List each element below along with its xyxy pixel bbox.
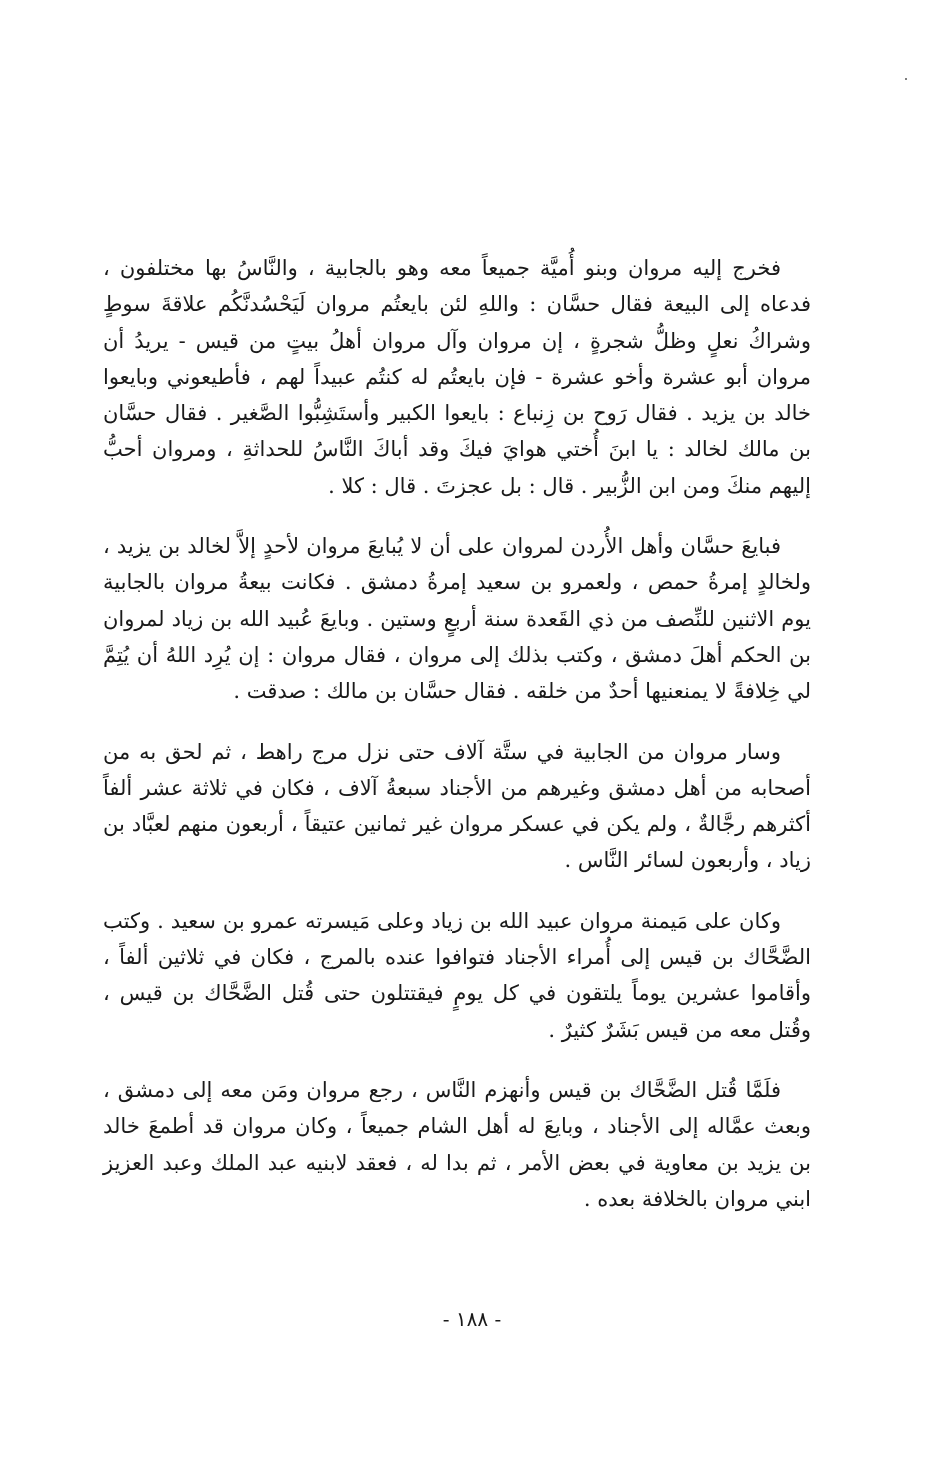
paragraph-2: فبايعَ حسَّان وأهل الأُردن لمروان على أن لا يُبايعَ مروان لأحدٍ إلاَّ لخالد بن يزيد ، ولخالدٍ إمرةُ حمص ، ولعمرو بن سعيد إمرةُ دمشق . فكانت بيعةُ مروان بالجابية يوم الاثنين للنِّصف من ذي القَعدة سنة أربعٍ وستين . وبايعَ عُبيد الله بن زياد لمروان بن الحكم أهلَ دمشق ، وكتب بذلك إلى مروان ، فقال مروان : إن يُرِد اللهُ أن يُتِمَّ لي خِلافةً لا يمنعنيها أحدٌ من خلقه . فقال حسَّان بن مالك : صدقت .	[103, 534, 811, 704]
paragraph-3: وسار مروان من الجابية في ستَّة آلاف حتى نزل مرج راهط ، ثم لحق به من أصحابه من أهل دمشق وغيرهم من الأجناد سبعةُ آلاف ، فكان في ثلاثة عشر ألفاً أكثرهم رجَّالةٌ ، ولم يكن في عسكر مروان غير ثمانين عتيقاً ، أربعون منهم لعبَّاد بن زياد ، وأربعون لسائر النَّاس .	[103, 739, 811, 873]
paragraph-5: فلَمَّا قُتل الضَّحَّاك بن قيس وأنهزم النَّاس ، رجع مروان ومَن معه إلى دمشق ، وبعث عمَّاله إلى الأجناد ، وبايعَ له أهل الشام جميعاً ، وكان مروان قد أطمعَ خالد بن يزيد بن معاوية في بعض الأمر ، ثم بدا له ، فعقد لابنيه عبد الملك وعبد العزيز ابني مروان بالخلافة بعده .	[103, 1077, 811, 1211]
paragraph-1: فخرج إليه مروان وبنو أُميَّة جميعاً معه وهو بالجابية ، والنَّاسُ بها مختلفون ، فدعاه إلى البيعة فقال حسَّان : واللهِ لئن بايعتُم مروان لَيَحْسُدنَّكُم علاقةَ سوطٍ وشراكُ نعلٍ وظلُّ شجرةٍ ، إن مروان وآل مروان أهلُ بيتٍ من قيس - يريدُ أن مروان أبو عشرة وأخو عشرة - فإن بايعتُم له كنتُم عبيداً لهم ، فأطيعوني وبايعوا خالد بن يزيد . فقال رَوح بن زِنباع : بايعوا الكبير وأستَشِبُّوا الصَّغير . فقال حسَّان بن مالك لخالد : يا ابنَ أُختي هوايَ فيكَ وقد أباكَ النَّاسُ للحداثةِ ، ومروان أحبُّ إليهم منكَ ومن ابن الزُّبير . قال : بل عجزتَ . قال : كلا .	[103, 256, 811, 498]
paragraph-4: وكان على مَيمنة مروان عبيد الله بن زياد وعلى مَيسرته عمرو بن سعيد . وكتب الضَّحَّاك بن قيس إلى أُمراء الأجناد فتوافوا عنده بالمرج ، فكان في ثلاثين ألفاً ، وأقاموا عشرين يوماً يلتقون في كل يومٍ فيقتتلون حتى قُتل الضَّحَّاك بن قيس ، وقُتل معه من قيس بَشَرٌ كثيرٌ .	[103, 908, 811, 1042]
body-text	[103, 250, 811, 1217]
scan-speck	[905, 78, 907, 80]
page-number: - ١٨٨ -	[442, 1307, 502, 1331]
